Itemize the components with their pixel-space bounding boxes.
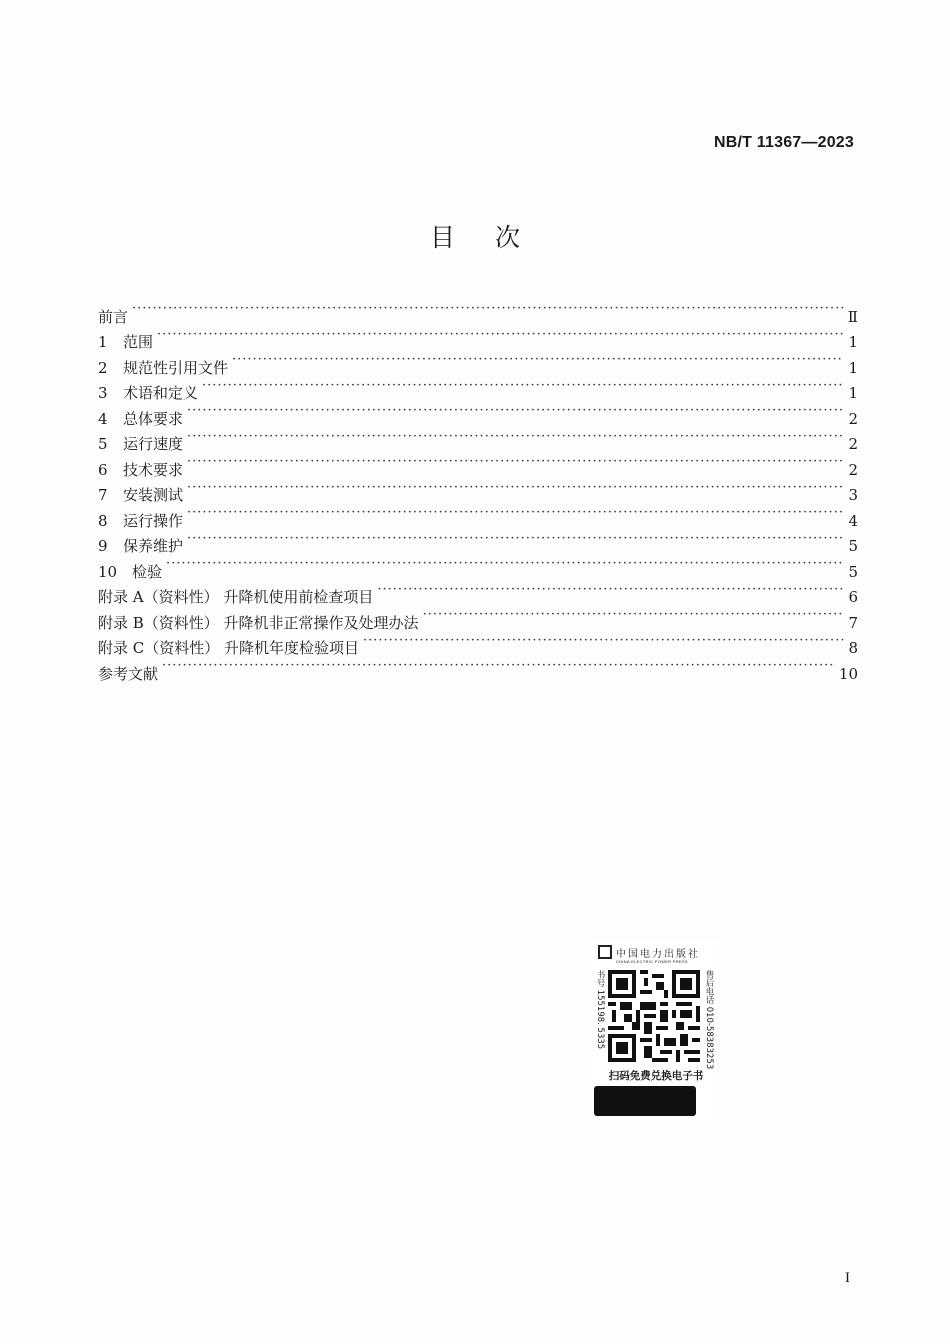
toc-entry-page: 6 bbox=[848, 588, 858, 606]
ebook-redemption-sticker bbox=[592, 940, 718, 1120]
dot-leader bbox=[202, 373, 844, 399]
toc-entry-label: 安装测试 bbox=[123, 486, 184, 504]
toc-entry-page: 2 bbox=[848, 460, 858, 479]
dot-leader bbox=[363, 628, 844, 654]
toc-entry-foreword[interactable] bbox=[98, 296, 858, 326]
toc-entry-label: 附录 B（资料性） 升降机非正常操作及处理办法 bbox=[98, 613, 419, 632]
toc-entry-2[interactable] bbox=[98, 347, 858, 377]
dot-leader bbox=[423, 602, 844, 628]
publisher-name: 中国电力出版社 bbox=[616, 948, 700, 960]
toc-entry-page: 4 bbox=[848, 511, 858, 530]
toc-entry-label: 参考文献 bbox=[98, 664, 159, 683]
isbn-text: 书号 155198. 5335 bbox=[595, 970, 605, 1050]
toc-entry-4[interactable] bbox=[98, 398, 858, 428]
dot-leader bbox=[166, 551, 844, 577]
standard-number: NB/T 11367—2023 bbox=[714, 134, 854, 151]
toc-entry-label: 术语和定义 bbox=[123, 384, 199, 402]
toc-entry-page: 5 bbox=[848, 562, 858, 581]
scratch-off-code[interactable] bbox=[594, 1086, 696, 1116]
dot-leader bbox=[187, 526, 844, 552]
dot-leader bbox=[162, 653, 835, 679]
toc-entry-page: Ⅱ bbox=[847, 307, 858, 326]
toc-entry-label: 保养维护 bbox=[123, 537, 184, 555]
dot-leader bbox=[157, 322, 844, 348]
toc-entry-page: 2 bbox=[848, 409, 858, 428]
toc-entry-page: 5 bbox=[848, 537, 858, 555]
toc-entry-number: 10 bbox=[98, 562, 118, 581]
page-title: 目次 bbox=[429, 223, 560, 252]
toc-entry-number: 4 bbox=[98, 409, 108, 428]
dot-leader bbox=[377, 577, 844, 603]
toc-entry-number: 7 bbox=[98, 486, 108, 504]
toc-entry-bibliography[interactable] bbox=[98, 653, 858, 683]
qr-code-icon[interactable] bbox=[608, 970, 700, 1062]
toc-entry-1[interactable] bbox=[98, 322, 858, 351]
toc-entry-page: 1 bbox=[848, 384, 858, 402]
publisher-english-name: CHINA ELECTRIC POWER PRESS bbox=[616, 959, 688, 964]
dot-leader bbox=[187, 449, 844, 475]
toc-entry-number: 9 bbox=[98, 537, 108, 555]
dot-leader bbox=[232, 347, 844, 373]
scan-instruction: 扫码免费兑换电子书 bbox=[608, 1070, 704, 1082]
table-of-contents bbox=[98, 296, 858, 683]
toc-entry-page: 3 bbox=[848, 486, 858, 504]
toc-entry-number: 8 bbox=[98, 511, 108, 530]
dot-leader bbox=[187, 475, 844, 501]
toc-entry-label: 运行速度 bbox=[123, 435, 184, 453]
toc-entry-number: 5 bbox=[98, 435, 108, 453]
toc-entry-page: 10 bbox=[838, 664, 858, 683]
toc-entry-label: 技术要求 bbox=[123, 460, 184, 479]
dot-leader bbox=[132, 296, 844, 322]
toc-entry-label: 前言 bbox=[98, 307, 129, 326]
toc-entry-label: 总体要求 bbox=[123, 409, 184, 428]
toc-entry-5[interactable] bbox=[98, 424, 858, 453]
toc-entry-8[interactable] bbox=[98, 500, 858, 530]
toc-entry-page: 8 bbox=[848, 639, 858, 657]
toc-entry-number: 2 bbox=[98, 358, 108, 377]
toc-entry-page: 1 bbox=[848, 358, 858, 377]
toc-entry-label: 附录 C（资料性） 升降机年度检验项目 bbox=[98, 639, 360, 657]
toc-entry-6[interactable] bbox=[98, 449, 858, 479]
dot-leader bbox=[187, 398, 844, 424]
toc-entry-label: 规范性引用文件 bbox=[123, 358, 229, 377]
toc-entry-10[interactable] bbox=[98, 551, 858, 581]
toc-entry-label: 附录 A（资料性） 升降机使用前检查项目 bbox=[98, 588, 374, 606]
toc-entry-number: 6 bbox=[98, 460, 108, 479]
dot-leader bbox=[187, 500, 844, 526]
toc-entry-label: 检验 bbox=[132, 562, 163, 581]
toc-entry-9[interactable] bbox=[98, 526, 858, 555]
publisher-logo-icon bbox=[598, 945, 612, 959]
toc-entry-label: 范围 bbox=[123, 333, 154, 351]
after-sales-hotline: 售后电话 010-58383253 bbox=[704, 970, 714, 1070]
toc-entry-3[interactable] bbox=[98, 373, 858, 402]
toc-entry-number: 3 bbox=[98, 384, 108, 402]
page-number: I bbox=[845, 1270, 850, 1286]
toc-entry-annex-a[interactable] bbox=[98, 577, 858, 606]
toc-entry-page: 7 bbox=[848, 613, 858, 632]
toc-entry-page: 2 bbox=[848, 435, 858, 453]
toc-entry-page: 1 bbox=[848, 333, 858, 351]
dot-leader bbox=[187, 424, 844, 450]
toc-entry-number: 1 bbox=[98, 333, 108, 351]
toc-entry-7[interactable] bbox=[98, 475, 858, 504]
toc-entry-label: 运行操作 bbox=[123, 511, 184, 530]
